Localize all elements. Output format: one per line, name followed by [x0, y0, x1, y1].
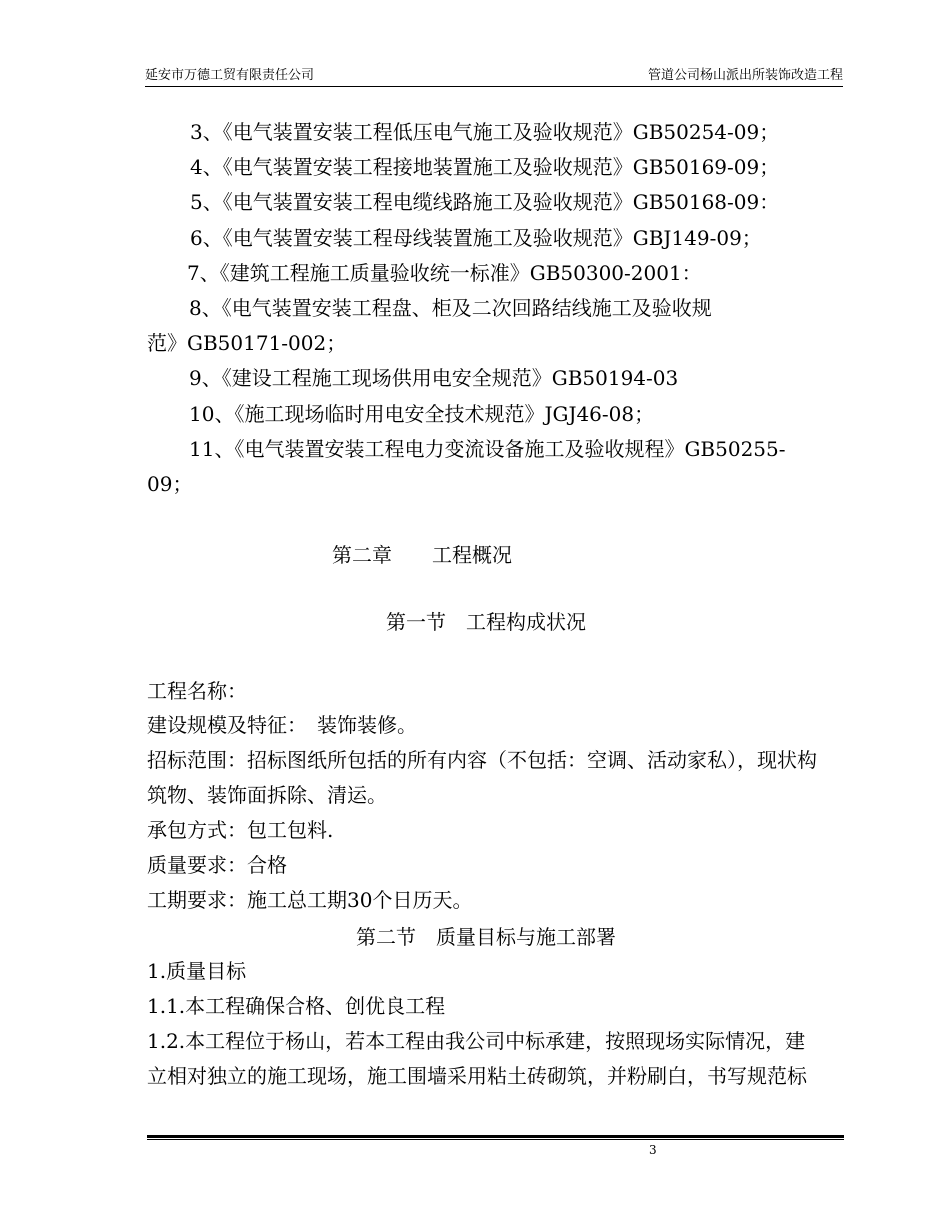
- quality-line: 1.2.本工程位于杨山，若本工程由我公司中标承建，按照现场实际情况，建: [147, 1029, 806, 1053]
- overview-line: 质量要求：合格: [147, 853, 287, 877]
- standard-item: 5、《电气装置安装工程电缆线路施工及验收规范》GB50168-09：: [190, 190, 780, 214]
- footer-rule: [147, 1135, 844, 1140]
- standard-item-continued: 09；: [147, 472, 193, 496]
- quality-line: 1.质量目标: [147, 959, 247, 983]
- standard-item-continued: 范》GB50171-002；: [147, 331, 347, 355]
- standard-item: 11、《电气装置安装工程电力变流设备施工及验收规程》GB50255-: [189, 437, 786, 461]
- chapter-title: 第二章 工程概况: [332, 543, 512, 567]
- standard-item: 10、《施工现场临时用电安全技术规范》JGJ46-08；: [189, 402, 655, 426]
- page-number: 3: [649, 1143, 657, 1157]
- overview-line: 建设规模及特征： 装饰装修。: [147, 713, 417, 737]
- section-title: 第一节 工程构成状况: [386, 610, 586, 634]
- standard-item: 9、《建设工程施工现场供用电安全规范》GB50194-03: [189, 366, 679, 390]
- standard-item: 6、《电气装置安装工程母线装置施工及验收规范》GBJ149-09；: [190, 226, 762, 250]
- overview-line: 工程名称：: [147, 679, 247, 703]
- overview-line: 筑物、装饰面拆除、清运。: [147, 783, 387, 807]
- overview-line: 承包方式：包工包料.: [147, 818, 334, 842]
- overview-line: 工期要求：施工总工期30个日历天。: [147, 888, 473, 912]
- quality-line: 1.1.本工程确保合格、创优良工程: [147, 994, 446, 1018]
- header-company: 延安市万德工贸有限责任公司: [145, 68, 315, 83]
- header-project: 管道公司杨山派出所装饰改造工程: [647, 68, 843, 83]
- standard-item: 3、《电气装置安装工程低压电气施工及验收规范》GB50254-09；: [190, 120, 780, 144]
- standard-item: 8、《电气装置安装工程盘、柜及二次回路结线施工及验收规: [189, 296, 712, 320]
- quality-line: 立相对独立的施工现场，施工围墙采用粘土砖砌筑，并粉刷白，书写规范标: [147, 1064, 807, 1088]
- section-title: 第二节 质量目标与施工部署: [356, 925, 616, 949]
- standard-item: 7、《建筑工程施工质量验收统一标准》GB50300-2001：: [187, 261, 702, 285]
- overview-line: 招标范围：招标图纸所包括的所有内容（不包括：空调、活动家私），现状构: [147, 748, 817, 772]
- page-header: [145, 60, 843, 87]
- standard-item: 4、《电气装置安装工程接地装置施工及验收规范》GB50169-09；: [190, 155, 780, 179]
